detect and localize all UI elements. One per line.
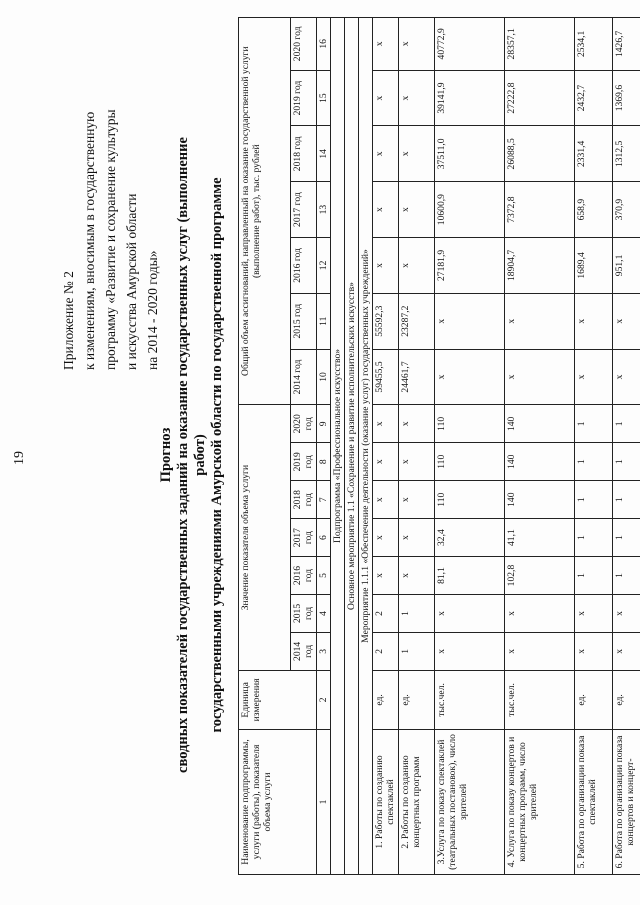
header-year: 2014 год: [291, 349, 317, 405]
col-number: 13: [317, 182, 331, 238]
row-name: 1. Работы по созданию спектаклей: [373, 729, 399, 874]
table-row: [505, 18, 575, 875]
value-cell: 1: [613, 405, 640, 443]
value-cell: 1: [399, 632, 435, 670]
col-number: 12: [317, 238, 331, 294]
row-unit: ед.: [575, 670, 613, 729]
funds-cell: 40772,9: [435, 18, 505, 71]
value-cell: 1: [613, 481, 640, 519]
col-number: 11: [317, 293, 331, 349]
value-cell: х: [613, 632, 640, 670]
value-cell: 102,8: [505, 557, 575, 595]
header-year: 2019 год: [291, 70, 317, 126]
value-cell: 1: [575, 519, 613, 557]
row-name: 6. Работа по организации показа концертов и концерт-: [613, 729, 640, 874]
funds-cell: 24461,7: [399, 349, 435, 405]
col-number: 7: [317, 481, 331, 519]
value-cell: 2: [373, 594, 399, 632]
col-number: 10: [317, 349, 331, 405]
table-row: [435, 18, 505, 875]
appendix-line: и искусства Амурской области: [124, 193, 139, 370]
value-cell: х: [399, 405, 435, 443]
value-cell: х: [373, 519, 399, 557]
value-cell: х: [435, 632, 505, 670]
appendix-line: Приложение № 2: [61, 271, 76, 370]
funds-cell: 1369,6: [613, 70, 640, 126]
value-cell: х: [373, 557, 399, 595]
header-year: 2015 год: [291, 594, 317, 632]
title-line: государственными учреждениями Амурской области по государственной программе: [209, 177, 225, 733]
funds-cell: 951,1: [613, 238, 640, 294]
funds-cell: х: [399, 126, 435, 182]
value-cell: х: [399, 443, 435, 481]
row-name: 2. Работы по созданию концертных программ: [399, 729, 435, 874]
value-cell: 1: [613, 519, 640, 557]
table-row: [373, 18, 399, 875]
col-number: 8: [317, 443, 331, 481]
funds-cell: х: [373, 238, 399, 294]
value-cell: 110: [435, 405, 505, 443]
appendix-line: к изменениям, вносимым в государственную: [82, 111, 97, 370]
row-unit: ед.: [373, 670, 399, 729]
funds-cell: 59455,5: [373, 349, 399, 405]
value-cell: 140: [505, 443, 575, 481]
col-number: 14: [317, 126, 331, 182]
appendix-note: [58, 30, 163, 370]
header-year: 2018 год: [291, 481, 317, 519]
header-year: 2020 год: [291, 405, 317, 443]
value-cell: 1: [575, 443, 613, 481]
value-cell: х: [399, 519, 435, 557]
row-name: 5. Работа по организации показа спектаклей: [575, 729, 613, 874]
row-unit: ед.: [399, 670, 435, 729]
col-number: 5: [317, 557, 331, 595]
funds-cell: 2534,1: [575, 18, 613, 71]
value-cell: х: [505, 594, 575, 632]
funds-cell: х: [575, 293, 613, 349]
funds-cell: х: [373, 70, 399, 126]
funds-cell: х: [373, 18, 399, 71]
funds-cell: х: [373, 182, 399, 238]
funds-cell: 18904,7: [505, 238, 575, 294]
col-number: 3: [317, 632, 331, 670]
col-number: 9: [317, 405, 331, 443]
funds-cell: 1689,4: [575, 238, 613, 294]
funds-cell: х: [399, 18, 435, 71]
value-cell: х: [399, 557, 435, 595]
value-cell: х: [575, 594, 613, 632]
col-number: 1: [317, 729, 331, 874]
funds-cell: х: [613, 349, 640, 405]
col-number: 15: [317, 70, 331, 126]
funds-cell: 658,9: [575, 182, 613, 238]
col-number: 2: [317, 670, 331, 729]
appendix-line: программу «Развитие и сохранение культуры: [103, 109, 118, 370]
funds-cell: 2432,7: [575, 70, 613, 126]
funds-cell: 23287,2: [399, 293, 435, 349]
funds-cell: 26088,5: [505, 126, 575, 182]
value-cell: х: [575, 632, 613, 670]
value-cell: 2: [373, 632, 399, 670]
funds-cell: х: [505, 349, 575, 405]
funds-cell: 28357,1: [505, 18, 575, 71]
funds-cell: х: [399, 182, 435, 238]
row-unit: тыс.чел.: [435, 670, 505, 729]
row-unit: ед.: [613, 670, 640, 729]
value-cell: 110: [435, 481, 505, 519]
table-row: [399, 18, 435, 875]
header-values-group: Значение показателя объема услуги: [239, 405, 291, 670]
value-cell: х: [373, 405, 399, 443]
value-cell: 1: [575, 481, 613, 519]
funds-cell: 27222,8: [505, 70, 575, 126]
funds-cell: х: [435, 293, 505, 349]
funds-cell: х: [505, 293, 575, 349]
value-cell: 140: [505, 405, 575, 443]
value-cell: 110: [435, 443, 505, 481]
value-cell: 1: [575, 405, 613, 443]
event-row: Основное мероприятие 1.1 «Сохранение и развитие исполнительских искусств»: [345, 18, 359, 875]
funds-cell: 39141,9: [435, 70, 505, 126]
header-name: Наименование подпрограммы, услуги (работы), показателя объема услуги: [239, 729, 317, 874]
row-name: 4. Услуга по показу концертов и концертных программ, число зрителей: [505, 729, 575, 874]
value-cell: х: [613, 594, 640, 632]
col-number: 4: [317, 594, 331, 632]
header-year: 2016 год: [291, 557, 317, 595]
funds-cell: 10600,9: [435, 182, 505, 238]
header-year: 2015 год: [291, 293, 317, 349]
funds-cell: 1426,7: [613, 18, 640, 71]
header-year: 2017 год: [291, 519, 317, 557]
row-name: 3.Услуга по показу спектаклей (театральных постановок), число зрителей: [435, 729, 505, 874]
header-year: 2020 год: [291, 18, 317, 71]
header-year: 2017 год: [291, 182, 317, 238]
value-cell: 1: [613, 557, 640, 595]
value-cell: х: [399, 481, 435, 519]
table-row: [575, 18, 613, 875]
funds-cell: х: [399, 238, 435, 294]
funds-cell: 1312,5: [613, 126, 640, 182]
value-cell: 1: [575, 557, 613, 595]
subprogram-row: Подпрограмма «Профессиональное искусство»: [331, 18, 345, 875]
value-cell: 81,1: [435, 557, 505, 595]
value-cell: 41,1: [505, 519, 575, 557]
title-line: сводных показателей государственных заданий на оказание государственных услуг (выполнение работ): [175, 137, 208, 773]
header-year: 2014 год: [291, 632, 317, 670]
funds-cell: 55592,3: [373, 293, 399, 349]
header-year: 2018 год: [291, 126, 317, 182]
funds-cell: 370,9: [613, 182, 640, 238]
row-unit: тыс.чел.: [505, 670, 575, 729]
funds-cell: 7372,8: [505, 182, 575, 238]
header-funds-group: Общий объем ассигнований, направленный на оказание государственной услуги (выполнение работ), тыс. рублей: [239, 18, 291, 405]
page-number: 19: [12, 451, 27, 465]
value-cell: 140: [505, 481, 575, 519]
value-cell: х: [373, 443, 399, 481]
col-number: 6: [317, 519, 331, 557]
subevent-row: Мероприятие 1.1.1 «Обеспечение деятельности (оказание услуг) государственных учреждений»: [359, 18, 373, 875]
table-row: [613, 18, 640, 875]
value-cell: х: [373, 481, 399, 519]
funds-cell: 37511,0: [435, 126, 505, 182]
title-heading: Прогноз: [158, 427, 174, 483]
header-year: 2016 год: [291, 238, 317, 294]
value-cell: х: [505, 632, 575, 670]
value-cell: 1: [399, 594, 435, 632]
funds-cell: 2331,4: [575, 126, 613, 182]
funds-cell: х: [373, 126, 399, 182]
funds-cell: х: [399, 70, 435, 126]
header-year: 2019 год: [291, 443, 317, 481]
appendix-line: на 2014 - 2020 годы»: [145, 250, 160, 370]
document-title: [158, 130, 226, 780]
funds-cell: х: [435, 349, 505, 405]
forecast-table: [238, 17, 640, 875]
value-cell: х: [435, 594, 505, 632]
value-cell: 1: [613, 443, 640, 481]
value-cell: 32,4: [435, 519, 505, 557]
funds-cell: х: [575, 349, 613, 405]
header-unit: Единица измерения: [239, 670, 317, 729]
funds-cell: 27181,9: [435, 238, 505, 294]
col-number: 16: [317, 18, 331, 71]
funds-cell: х: [613, 293, 640, 349]
